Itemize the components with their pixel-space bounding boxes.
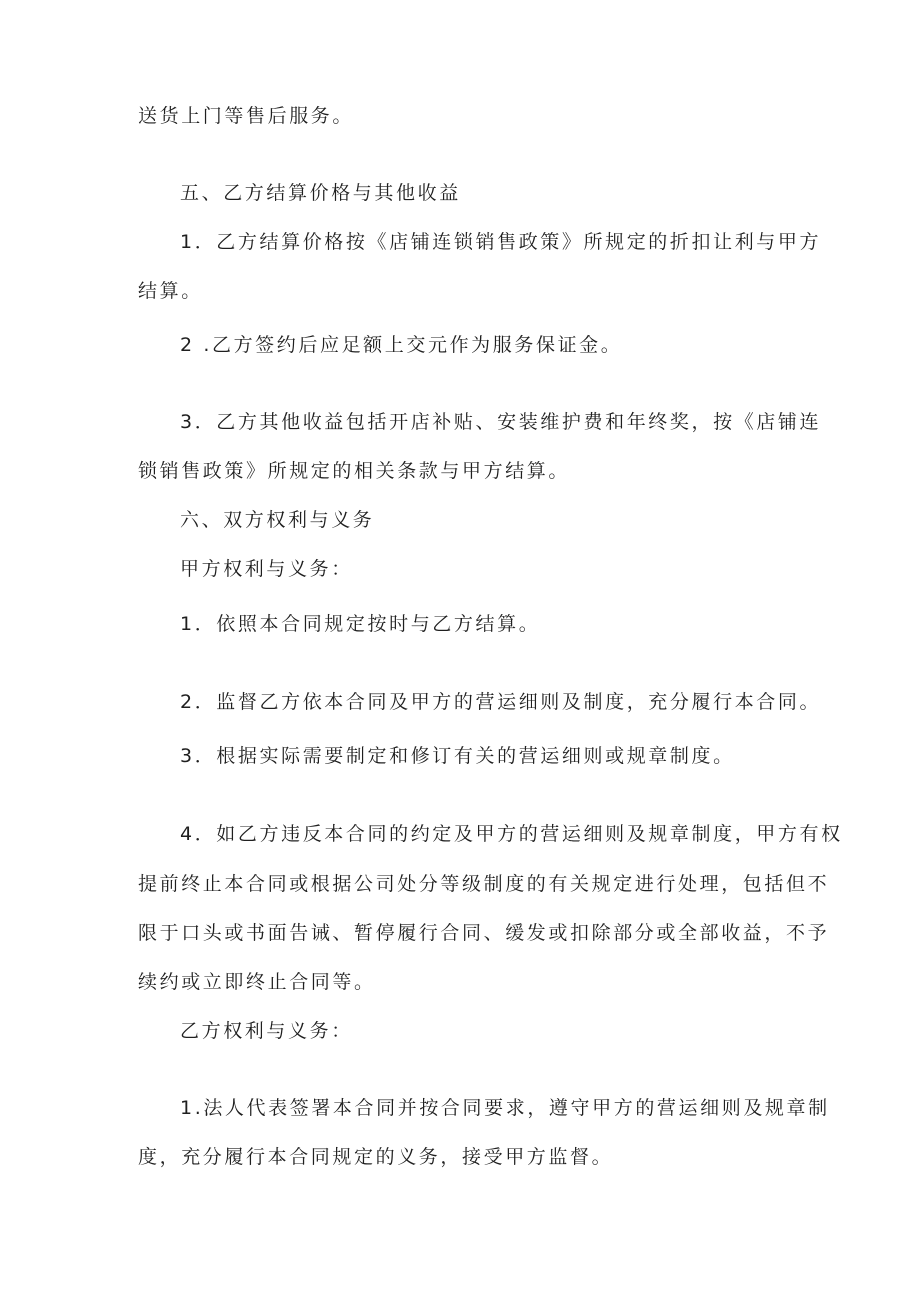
paragraph-line: 1．依照本合同规定按时与乙方结算。 — [180, 613, 541, 635]
paragraph-line: 续约或立即终止合同等。 — [138, 971, 376, 993]
paragraph-line: 锁销售政策》所规定的相关条款与甲方结算。 — [138, 460, 571, 482]
section-heading-six: 六、双方权利与义务 — [180, 509, 375, 531]
paragraph-line: 限于口头或书面告诫、暂停履行合同、缓发或扣除部分或全部收益，不予 — [138, 922, 830, 944]
subheading-party-b: 乙方权利与义务： — [180, 1020, 353, 1042]
paragraph-line: 2 .乙方签约后应足额上交元作为服务保证金。 — [180, 334, 623, 356]
paragraph-line: 度，充分履行本合同规定的义务，接受甲方监督。 — [138, 1146, 614, 1168]
paragraph-line: 提前终止本合同或根据公司处分等级制度的有关规定进行处理，包括但不 — [138, 873, 830, 895]
paragraph-line: 3．根据实际需要制定和修订有关的营运细则或规章制度。 — [180, 745, 735, 767]
section-heading-five: 五、乙方结算价格与其他收益 — [180, 182, 461, 204]
paragraph-line: 3．乙方其他收益包括开店补贴、安装维护费和年终奖，按《店铺连 — [180, 411, 822, 433]
subheading-party-a: 甲方权利与义务： — [180, 558, 353, 580]
paragraph-line: 2．监督乙方依本合同及甲方的营运细则及制度，充分履行本合同。 — [180, 691, 822, 713]
paragraph-line: 送货上门等售后服务。 — [138, 105, 355, 127]
paragraph-line: 4．如乙方违反本合同的约定及甲方的营运细则及规章制度，甲方有权 — [180, 823, 843, 845]
paragraph-line: 1．乙方结算价格按《店铺连锁销售政策》所规定的折扣让利与甲方 — [180, 231, 822, 253]
paragraph-line: 结算。 — [138, 280, 203, 302]
paragraph-line: 1.法人代表签署本合同并按合同要求，遵守甲方的营运细则及规章制 — [180, 1097, 830, 1119]
